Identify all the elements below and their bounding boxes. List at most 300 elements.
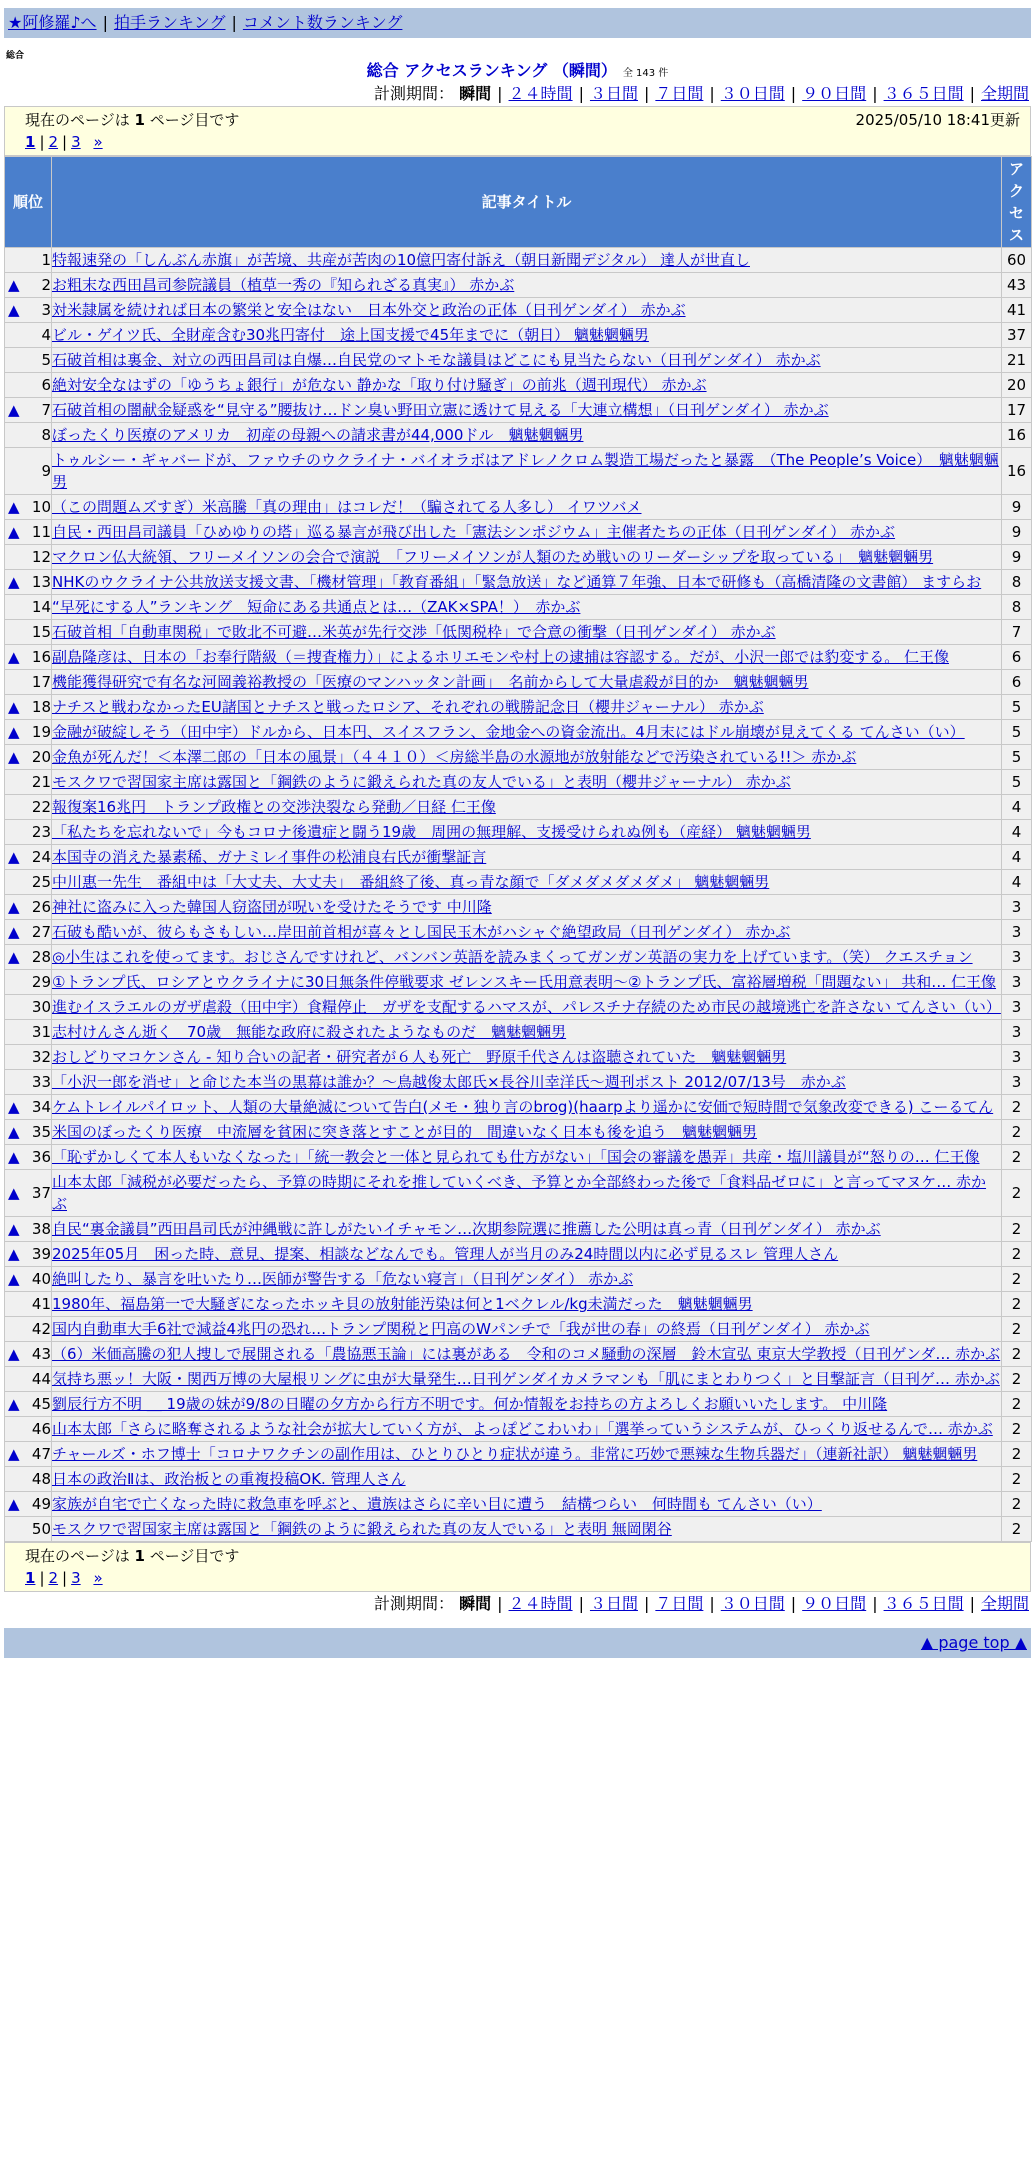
rank-number: 19 bbox=[31, 723, 51, 741]
access-count: 5 bbox=[1002, 720, 1032, 745]
title-cell bbox=[52, 348, 1002, 373]
title-cell bbox=[52, 1217, 1002, 1242]
article-title-link[interactable]: 神社に盗みに入った韓国人窃盗団が呪いを受けたそうです 中川隆 bbox=[52, 898, 492, 916]
rank-number: 31 bbox=[31, 1023, 51, 1041]
rank-cell bbox=[5, 248, 52, 273]
rank-number: 12 bbox=[31, 548, 51, 566]
rank-number: 18 bbox=[31, 698, 51, 716]
rank-up-arrow-icon: ▲ bbox=[8, 1123, 20, 1141]
title-cell bbox=[52, 448, 1002, 495]
article-title-link[interactable]: 絶叫したり、暴言を吐いたり…医師が警告する「危ない寝言」（日刊ゲンダイ） 赤かぶ bbox=[52, 1270, 634, 1288]
article-title-link[interactable]: 志村けんさん逝く 70歳 無能な政府に殺されたようなものだ 魑魅魍魎男 bbox=[52, 1023, 567, 1041]
table-row bbox=[5, 970, 1032, 995]
article-title-link[interactable]: トゥルシー・ギャバードが、ファウチのウクライナ・バイオラボはアドレノクロム製造工場だったと暴露 （The People’s Voice） 魑魅魍魎男 bbox=[52, 451, 999, 491]
rank-cell bbox=[5, 348, 52, 373]
bottom-page-link[interactable]: 2 bbox=[48, 1569, 59, 1587]
title-cell bbox=[52, 1467, 1002, 1492]
top-period-option[interactable]: 全期間 bbox=[980, 84, 1029, 103]
article-title-link[interactable]: 特報速発の「しんぶん赤旗」が苦境、共産が苦肉の10億円寄付訴え（朝日新聞デジタル） 達人が世直し bbox=[52, 251, 750, 269]
article-title-link[interactable]: 中川惠一先生 番組中は「大丈夫、大丈夫」 番組終了後、真っ青な顔で「ダメダメダメダメ」 魑魅魍魎男 bbox=[52, 873, 770, 891]
rank-number: 33 bbox=[31, 1073, 51, 1091]
access-count: 37 bbox=[1002, 323, 1032, 348]
table-row bbox=[5, 695, 1032, 720]
table-row bbox=[5, 398, 1032, 423]
top-period-option[interactable]: ３０日間 bbox=[720, 84, 785, 103]
article-title-link[interactable]: 石破首相「自動車関税」で敗北不可避…米英が先行交渉「低関税枠」で合意の衝撃（日刊ゲンダイ） 赤かぶ bbox=[52, 623, 776, 641]
table-row bbox=[5, 1217, 1032, 1242]
rank-up-arrow-icon: ▲ bbox=[8, 923, 20, 941]
title-cell bbox=[52, 620, 1002, 645]
title-cell bbox=[52, 1070, 1002, 1095]
article-title-link[interactable]: ケムトレイルパイロット、人類の大量絶滅について告白(メモ・独り言のbrog)(haarpより遥かに安価で短時間で気象改変できる) こーるてん bbox=[52, 1098, 994, 1116]
rank-up-arrow-icon: ▲ bbox=[8, 401, 20, 419]
rank-cell bbox=[5, 545, 52, 570]
rank-cell bbox=[5, 1267, 52, 1292]
article-title-link[interactable]: 1980年、福島第一で大騒ぎになったホッキ貝の放射能汚染は何と1ベクレル/kg未満だった 魑魅魍魎男 bbox=[52, 1295, 753, 1313]
rank-up-arrow-icon: ▲ bbox=[8, 573, 20, 591]
article-title-link[interactable]: マクロン仏大統領、フリーメイソンの会合で演説 「フリーメイソンが人類のため戦いのリーダーシップを取っている」 魑魅魍魎男 bbox=[52, 548, 934, 566]
article-title-link[interactable]: 本国寺の消えた暴素稀、ガナミレイ事件の松浦良右氏が衝撃証言 bbox=[52, 848, 487, 866]
title-cell bbox=[52, 545, 1002, 570]
top-period-current: 瞬間 bbox=[459, 84, 492, 103]
rank-up-arrow-icon: ▲ bbox=[8, 648, 20, 666]
rank-number: 6 bbox=[41, 376, 51, 394]
table-row bbox=[5, 1492, 1032, 1517]
applause-ranking-link[interactable]: 拍手ランキング bbox=[113, 13, 226, 32]
title-cell bbox=[52, 1242, 1002, 1267]
top-next-page-link[interactable]: » bbox=[93, 133, 103, 151]
rank-number: 37 bbox=[31, 1184, 51, 1202]
rank-number: 4 bbox=[41, 326, 51, 344]
rank-cell bbox=[5, 1292, 52, 1317]
rank-cell bbox=[5, 495, 52, 520]
access-count: 6 bbox=[1002, 645, 1032, 670]
article-title-link[interactable]: ナチスと戦わなかったEU諸国とナチスと戦ったロシア、それぞれの戦勝記念日（櫻井ジャーナル） 赤かぶ bbox=[52, 698, 764, 716]
access-count: 2 bbox=[1002, 1317, 1032, 1342]
page-links bbox=[25, 131, 1020, 153]
access-count: 6 bbox=[1002, 670, 1032, 695]
rank-number: 3 bbox=[41, 301, 51, 319]
title-cell bbox=[52, 273, 1002, 298]
table-row bbox=[5, 545, 1032, 570]
table-row bbox=[5, 820, 1032, 845]
rank-up-arrow-icon: ▲ bbox=[8, 1098, 20, 1116]
table-row bbox=[5, 495, 1032, 520]
title-cell bbox=[52, 570, 1002, 595]
table-row bbox=[5, 670, 1032, 695]
current-page-text-bottom: 現在のページは 1 ページ目です bbox=[25, 1547, 240, 1565]
title-cell bbox=[52, 820, 1002, 845]
page-separator: | bbox=[39, 133, 45, 151]
article-title-link[interactable]: 機能獲得研究で有名な河岡義裕教授の「医療のマンハッタン計画」 名前からして大量虐殺が目的か 魑魅魍魎男 bbox=[52, 673, 809, 691]
article-title-link[interactable]: 米国のぼったくり医療 中流層を貧困に突き落とすことが目的 間違いなく日本も後を追う 魑魅魍魎男 bbox=[52, 1123, 758, 1141]
bottom-next-page-link[interactable]: » bbox=[93, 1569, 103, 1587]
rank-up-arrow-icon: ▲ bbox=[8, 301, 20, 319]
article-title-link[interactable]: 対米隷属を続ければ日本の繁栄と安全はない 日本外交と政治の正体（日刊ゲンダイ） 赤かぶ bbox=[52, 301, 686, 319]
period-selector-bottom bbox=[4, 1592, 1031, 1616]
nav-separator: | bbox=[102, 13, 108, 32]
table-row bbox=[5, 1070, 1032, 1095]
rank-cell bbox=[5, 1095, 52, 1120]
title-cell bbox=[52, 1392, 1002, 1417]
title-cell bbox=[52, 1367, 1002, 1392]
rank-number: 7 bbox=[41, 401, 51, 419]
rank-number: 38 bbox=[31, 1220, 51, 1238]
title-cell bbox=[52, 1292, 1002, 1317]
title-cell bbox=[52, 1045, 1002, 1070]
bottom-period-option[interactable]: ２４時間 bbox=[508, 1594, 573, 1613]
rank-cell bbox=[5, 920, 52, 945]
top-period-option[interactable]: ３日間 bbox=[589, 84, 638, 103]
rank-number: 48 bbox=[31, 1470, 51, 1488]
rank-number: 42 bbox=[31, 1320, 51, 1338]
column-header-rank: 順位 bbox=[5, 157, 52, 248]
rank-number: 44 bbox=[31, 1370, 51, 1388]
rank-number: 13 bbox=[31, 573, 51, 591]
top-page-link[interactable]: 3 bbox=[71, 133, 81, 151]
rank-up-arrow-icon: ▲ bbox=[8, 498, 20, 516]
rank-cell bbox=[5, 995, 52, 1020]
table-row bbox=[5, 1467, 1032, 1492]
period-separator: | bbox=[872, 84, 878, 103]
article-title-link[interactable]: 国内自動車大手6社で減益4兆円の恐れ…トランプ関税と円高のWパンチで「我が世の春」の終焉（日刊ゲンダイ） 赤かぶ bbox=[52, 1320, 870, 1338]
title-cell bbox=[52, 1145, 1002, 1170]
title-cell bbox=[52, 770, 1002, 795]
top-period-option[interactable]: ９０日間 bbox=[802, 84, 867, 103]
rank-cell bbox=[5, 1367, 52, 1392]
period-separator: | bbox=[578, 84, 584, 103]
title-cell bbox=[52, 1120, 1002, 1145]
period-separator: | bbox=[969, 84, 975, 103]
access-count: 2 bbox=[1002, 1242, 1032, 1267]
rank-number: 17 bbox=[31, 673, 51, 691]
access-count: 16 bbox=[1002, 423, 1032, 448]
bottom-period-option[interactable]: ３６５日間 bbox=[883, 1594, 964, 1613]
period-separator: | bbox=[643, 84, 650, 103]
article-title-link[interactable]: 山本太郎「さらに略奪されるような社会が拡大していく方が、よっぽどこわいわ」「選挙っていうシステムが、ひっくり返せるんで… 赤かぶ bbox=[52, 1420, 993, 1438]
home-link[interactable]: ★阿修羅♪へ bbox=[8, 13, 97, 32]
article-title-link[interactable]: モスクワで習国家主席は露国と「鋼鉄のように鍛えられた真の友人でいる」と表明（櫻井ジャーナル） 赤かぶ bbox=[52, 773, 791, 791]
title-cell bbox=[52, 645, 1002, 670]
table-row bbox=[5, 448, 1032, 495]
table-row bbox=[5, 745, 1032, 770]
article-title-link[interactable]: 絶対安全なはずの「ゆうちょ銀行」が危ない 静かな「取り付け騒ぎ」の前兆（週刊現代） 赤かぶ bbox=[52, 376, 707, 394]
rank-number: 10 bbox=[31, 498, 51, 516]
article-title-link[interactable]: 「私たちを忘れないで」今もコロナ後遺症と闘う19歳 周囲の無理解、支援受けられぬ例も（産経） 魑魅魍魎男 bbox=[52, 823, 811, 841]
title-cell bbox=[52, 423, 1002, 448]
article-title-link[interactable]: 劉辰行方不明 ＿ 19歳の妹が9/8の日曜の夕方から行方不明です。何か情報をお持ちの方よろしくお願いいたします。 中川隆 bbox=[52, 1395, 888, 1413]
article-title-link[interactable]: 進むイスラエルのガザ虐殺（田中宇）食糧停止 ガザを支配するハマスが、パレスチナ存続のため市民の越境逃亡を許さない てんさい（い） bbox=[52, 998, 1001, 1016]
rank-cell bbox=[5, 670, 52, 695]
bottom-period-option[interactable]: ７日間 bbox=[655, 1594, 704, 1613]
access-count: 2 bbox=[1002, 1170, 1032, 1217]
ranking-title-text: 総合 アクセスランキング （瞬間） bbox=[366, 61, 617, 80]
rank-number: 28 bbox=[31, 948, 51, 966]
table-row bbox=[5, 845, 1032, 870]
article-title-link[interactable]: おしどりマコケンさん - 知り合いの記者・研究者が６人も死亡 野原千代さんは盗聴されていた 魑魅魍魎男 bbox=[52, 1048, 787, 1066]
access-count: 2 bbox=[1002, 1267, 1032, 1292]
title-cell bbox=[52, 745, 1002, 770]
article-title-link[interactable]: ①トランプ氏、ロシアとウクライナに30日無条件停戦要求 ゼレンスキー氏用意表明～②トランプ氏、富裕層増税「問題ない」 共和… 仁王像 bbox=[52, 973, 997, 991]
table-row bbox=[5, 1267, 1032, 1292]
rank-up-arrow-icon: ▲ bbox=[8, 1184, 20, 1202]
article-title-link[interactable]: 石破首相は裏金、対立の西田昌司は自爆…自民党のマトモな議員はどこにも見当たらない（日刊ゲンダイ） 赤かぶ bbox=[52, 351, 821, 369]
rank-cell bbox=[5, 695, 52, 720]
rank-number: 24 bbox=[31, 848, 51, 866]
rank-number: 21 bbox=[31, 773, 51, 791]
ranking-table bbox=[4, 156, 1032, 1542]
page-top-link[interactable]: ▲ page top ▲ bbox=[920, 1633, 1027, 1652]
access-count: 9 bbox=[1002, 495, 1032, 520]
title-cell bbox=[52, 520, 1002, 545]
table-row bbox=[5, 1342, 1032, 1367]
pager-top bbox=[4, 106, 1031, 156]
title-cell bbox=[52, 1517, 1002, 1542]
bottom-page-link[interactable]: 3 bbox=[71, 1569, 81, 1587]
title-cell bbox=[52, 895, 1002, 920]
access-count: 3 bbox=[1002, 995, 1032, 1020]
rank-up-arrow-icon: ▲ bbox=[8, 698, 20, 716]
access-count: 2 bbox=[1002, 1417, 1032, 1442]
table-row bbox=[5, 373, 1032, 398]
rank-cell bbox=[5, 795, 52, 820]
article-title-link[interactable]: 2025年05月 困った時、意見、提案、相談などなんでも。管理人が当月のみ24時間以内に必ず見るスレ 管理人さん bbox=[52, 1245, 839, 1263]
rank-cell bbox=[5, 1242, 52, 1267]
access-count: 4 bbox=[1002, 820, 1032, 845]
top-period-label: 計測期間： bbox=[374, 84, 455, 103]
access-count: 60 bbox=[1002, 248, 1032, 273]
table-row bbox=[5, 248, 1032, 273]
table-row bbox=[5, 1317, 1032, 1342]
rank-number: 39 bbox=[31, 1245, 51, 1263]
article-title-link[interactable]: 金融が破綻しそう（田中宇）ドルから、日本円、スイスフラン、金地金への資金流出。4月末にはドル崩壊が見えてくる てんさい（い） bbox=[52, 723, 965, 741]
rank-cell bbox=[5, 1442, 52, 1467]
article-title-link[interactable]: 金魚が死んだ！＜本澤二郎の「日本の風景」（４４１０）＜房総半島の水源地が放射能などで汚染されている!!＞ 赤かぶ bbox=[52, 748, 857, 766]
rank-number: 49 bbox=[31, 1495, 51, 1513]
rank-cell bbox=[5, 645, 52, 670]
access-count: 7 bbox=[1002, 620, 1032, 645]
rank-cell bbox=[5, 423, 52, 448]
rank-number: 5 bbox=[41, 351, 51, 369]
table-row bbox=[5, 895, 1032, 920]
access-count: 2 bbox=[1002, 1145, 1032, 1170]
article-title-link[interactable]: （6）米価高騰の犯人捜しで展開される「農協悪玉論」には裏がある 令和のコメ騒動の深層 鈴木宣弘 東京大学教授（日刊ゲンダ… 赤かぶ bbox=[52, 1345, 1001, 1363]
rank-cell bbox=[5, 620, 52, 645]
rank-number: 27 bbox=[31, 923, 51, 941]
rank-cell bbox=[5, 595, 52, 620]
title-cell bbox=[52, 845, 1002, 870]
article-title-link[interactable]: 日本の政治Ⅱは、政治板との重複投稿OK. 管理人さん bbox=[52, 1470, 406, 1488]
rank-cell bbox=[5, 1045, 52, 1070]
title-cell bbox=[52, 995, 1002, 1020]
rank-up-arrow-icon: ▲ bbox=[8, 276, 20, 294]
rank-cell bbox=[5, 1070, 52, 1095]
rank-number: 15 bbox=[31, 623, 51, 641]
period-separator: | bbox=[969, 1594, 975, 1613]
nav-separator: | bbox=[231, 13, 237, 32]
title-cell bbox=[52, 695, 1002, 720]
table-row bbox=[5, 1145, 1032, 1170]
bottom-period-option[interactable]: ３日間 bbox=[589, 1594, 638, 1613]
bottom-period-label: 計測期間： bbox=[374, 1594, 455, 1613]
article-title-link[interactable]: 「恥ずかしくて本人もいなくなった」「統一教会と一体と見られても仕方がない」「国会の審議を愚弄」共産・塩川議員が“怒りの… 仁王像 bbox=[52, 1148, 980, 1166]
article-title-link[interactable]: 家族が自宅で亡くなった時に救急車を呼ぶと、遺族はさらに辛い目に遭う 結構つらい 何時間も てんさい（い） bbox=[52, 1495, 822, 1513]
article-title-link[interactable]: NHKのウクライナ公共放送支援文書、「機材管理」「教育番組」「緊急放送」など通算７年強、日本で研修も（高橋清隆の文書館） ますらお bbox=[52, 573, 982, 591]
title-cell bbox=[52, 1442, 1002, 1467]
rank-up-arrow-icon: ▲ bbox=[8, 1270, 20, 1288]
article-title-link[interactable]: 気持ち悪ッ！大阪・関西万博の大屋根リングに虫が大量発生…日刊ゲンダイカメラマンも「肌にまとわりつく」と目撃証言（日刊ゲ… 赤かぶ bbox=[52, 1370, 1000, 1388]
article-title-link[interactable]: 「小沢一郎を消せ」と命じた本当の黒幕は誰か？～鳥越俊太郎氏×長谷川幸洋氏～週刊ポスト 2012/07/13号 赤かぶ bbox=[52, 1073, 846, 1091]
table-row bbox=[5, 645, 1032, 670]
title-cell bbox=[52, 595, 1002, 620]
rank-cell bbox=[5, 1417, 52, 1442]
top-period-option[interactable]: ３６５日間 bbox=[883, 84, 964, 103]
rank-number: 50 bbox=[31, 1520, 51, 1538]
bottom-period-option[interactable]: ３０日間 bbox=[720, 1594, 785, 1613]
current-page-text: 現在のページは 1 ページ目です bbox=[25, 111, 240, 129]
table-row bbox=[5, 945, 1032, 970]
table-row bbox=[5, 1292, 1032, 1317]
top-page-current[interactable]: 1 bbox=[25, 133, 36, 151]
comment-ranking-link[interactable]: コメント数ランキング bbox=[242, 13, 403, 32]
rank-up-arrow-icon: ▲ bbox=[8, 848, 20, 866]
article-title-link[interactable]: 自民“裏金議員”西田昌司氏が沖縄戦に許しがたいイチャモン…次期参院選に推薦した公明は真っ青（日刊ゲンダイ） 赤かぶ bbox=[52, 1220, 881, 1238]
rank-cell bbox=[5, 1517, 52, 1542]
rank-number: 29 bbox=[31, 973, 51, 991]
access-count: 2 bbox=[1002, 1467, 1032, 1492]
table-row bbox=[5, 1392, 1032, 1417]
access-count: 2 bbox=[1002, 1517, 1032, 1542]
title-cell bbox=[52, 373, 1002, 398]
period-separator: | bbox=[872, 1594, 878, 1613]
rank-number: 22 bbox=[31, 798, 51, 816]
table-row bbox=[5, 620, 1032, 645]
rank-cell bbox=[5, 373, 52, 398]
page-separator: | bbox=[62, 133, 68, 151]
rank-cell bbox=[5, 1145, 52, 1170]
title-cell bbox=[52, 1492, 1002, 1517]
rank-cell bbox=[5, 1492, 52, 1517]
rank-cell bbox=[5, 770, 52, 795]
title-cell bbox=[52, 323, 1002, 348]
page-separator: | bbox=[62, 1569, 68, 1587]
article-title-link[interactable]: 山本太郎「減税が必要だったら、予算の時期にそれを推していくべき、予算とか全部終わった後で「食料品ゼロに」と言ってマヌケ… 赤かぶ bbox=[52, 1173, 987, 1213]
rank-cell bbox=[5, 895, 52, 920]
title-cell bbox=[52, 1342, 1002, 1367]
table-row bbox=[5, 1045, 1032, 1070]
rank-cell bbox=[5, 1170, 52, 1217]
access-count: 3 bbox=[1002, 945, 1032, 970]
access-count: 4 bbox=[1002, 870, 1032, 895]
table-row bbox=[5, 570, 1032, 595]
article-title-link[interactable]: 副島隆彦は、日本の「お奉行階級（＝捜査権力）」によるホリエモンや村上の逮捕は容認する。だが、小沢一郎では豹変する。 仁王像 bbox=[52, 648, 949, 666]
table-row bbox=[5, 423, 1032, 448]
access-count: 8 bbox=[1002, 595, 1032, 620]
title-cell bbox=[52, 795, 1002, 820]
page-links-bottom bbox=[25, 1567, 1020, 1589]
title-cell bbox=[52, 298, 1002, 323]
article-title-link[interactable]: 自民・西田昌司議員「ひめゆりの塔」巡る暴言が飛び出した「憲法シンポジウム」主催者たちの正体（日刊ゲンダイ） 赤かぶ bbox=[52, 523, 896, 541]
top-period-option[interactable]: ７日間 bbox=[655, 84, 704, 103]
rank-cell bbox=[5, 570, 52, 595]
access-count: 4 bbox=[1002, 845, 1032, 870]
rank-number: 46 bbox=[31, 1420, 51, 1438]
rank-cell bbox=[5, 1217, 52, 1242]
table-row bbox=[5, 1367, 1032, 1392]
period-separator: | bbox=[643, 1594, 650, 1613]
top-page-link[interactable]: 2 bbox=[48, 133, 59, 151]
rank-cell bbox=[5, 820, 52, 845]
access-count: 3 bbox=[1002, 920, 1032, 945]
rank-cell bbox=[5, 1467, 52, 1492]
period-separator: | bbox=[709, 1594, 715, 1613]
table-row bbox=[5, 1170, 1032, 1217]
rank-number: 40 bbox=[31, 1270, 51, 1288]
rank-up-arrow-icon: ▲ bbox=[8, 1148, 20, 1166]
rank-up-arrow-icon: ▲ bbox=[8, 1495, 20, 1513]
rank-number: 25 bbox=[31, 873, 51, 891]
access-count: 2 bbox=[1002, 1492, 1032, 1517]
rank-number: 34 bbox=[31, 1098, 51, 1116]
table-row bbox=[5, 720, 1032, 745]
article-title-link[interactable]: “早死にする人”ランキング 短命にある共通点とは…（ZAK×SPA！） 赤かぶ bbox=[52, 598, 581, 616]
access-count: 2 bbox=[1002, 1120, 1032, 1145]
rank-number: 26 bbox=[31, 898, 51, 916]
title-cell bbox=[52, 248, 1002, 273]
rank-number: 41 bbox=[31, 1295, 51, 1313]
bottom-period-option[interactable]: ９０日間 bbox=[802, 1594, 867, 1613]
top-period-option[interactable]: ２４時間 bbox=[508, 84, 573, 103]
rank-number: 45 bbox=[31, 1395, 51, 1413]
access-count: 9 bbox=[1002, 520, 1032, 545]
table-header-row bbox=[5, 157, 1032, 248]
article-title-link[interactable]: ぼったくり医療のアメリカ 初産の母親への請求書が44,000ドル 魑魅魍魎男 bbox=[52, 426, 584, 444]
bottom-page-current[interactable]: 1 bbox=[25, 1569, 36, 1587]
table-row bbox=[5, 273, 1032, 298]
rank-up-arrow-icon: ▲ bbox=[8, 748, 20, 766]
title-cell bbox=[52, 945, 1002, 970]
period-separator: | bbox=[790, 84, 797, 103]
rank-number: 20 bbox=[31, 748, 51, 766]
pager-bottom bbox=[4, 1542, 1031, 1592]
article-title-link[interactable]: 石破首相の闇献金疑惑を“見守る”腰抜け…ドン臭い野田立憲に透けて見える「大連立構想」（日刊ゲンダイ） 赤かぶ bbox=[52, 401, 829, 419]
article-title-link[interactable]: チャールズ・ホフ博士「コロナワクチンの副作用は、ひとりひとり症状が違う。非常に巧妙で悪辣な生物兵器だ」（連新社訳） 魑魅魍魎男 bbox=[52, 1445, 978, 1463]
article-title-link[interactable]: ◎小生はこれを使ってます。おじさんですけれど、バンバン英語を読みまくってガンガン英語の実力を上げています。（笑） クエスチョン bbox=[52, 948, 973, 966]
table-row bbox=[5, 1242, 1032, 1267]
article-title-link[interactable]: お粗末な西田昌司参院議員（植草一秀の『知られざる真実』） 赤かぶ bbox=[52, 276, 515, 294]
table-row bbox=[5, 1120, 1032, 1145]
article-title-link[interactable]: （この問題ムズすぎ）米高騰「真の理由」はコレだ！（騙されてる人多し） イワツバメ bbox=[52, 498, 642, 516]
article-title-link[interactable]: ビル・ゲイツ氏、全財産含む30兆円寄付 途上国支援で45年までに（朝日） 魑魅魍魎男 bbox=[52, 326, 649, 344]
article-title-link[interactable]: 報復案16兆円 トランプ政権との交渉決裂なら発動／日経 仁王像 bbox=[52, 798, 496, 816]
article-title-link[interactable]: 石破も酷いが、彼らもさもしい…岸田前首相が喜々とし国民玉木がハシャぐ絶望政局（日刊ゲンダイ） 赤かぶ bbox=[52, 923, 791, 941]
period-separator: | bbox=[709, 84, 715, 103]
rank-cell bbox=[5, 398, 52, 423]
updated-timestamp: 2025/05/10 18:41更新 bbox=[855, 111, 1020, 129]
access-count: 2 bbox=[1002, 1095, 1032, 1120]
access-count: 17 bbox=[1002, 398, 1032, 423]
rank-cell bbox=[5, 1342, 52, 1367]
table-row bbox=[5, 1020, 1032, 1045]
pager-status-row-bottom bbox=[25, 1545, 1020, 1567]
rank-number: 9 bbox=[41, 462, 51, 480]
rank-cell bbox=[5, 1317, 52, 1342]
period-selector-top bbox=[4, 82, 1031, 106]
article-title-link[interactable]: モスクワで習国家主席は露国と「鋼鉄のように鍛えられた真の友人でいる」と表明 無岡閑谷 bbox=[52, 1520, 672, 1538]
bottom-period-option[interactable]: 全期間 bbox=[980, 1594, 1029, 1613]
rank-cell bbox=[5, 970, 52, 995]
access-count: 3 bbox=[1002, 1070, 1032, 1095]
